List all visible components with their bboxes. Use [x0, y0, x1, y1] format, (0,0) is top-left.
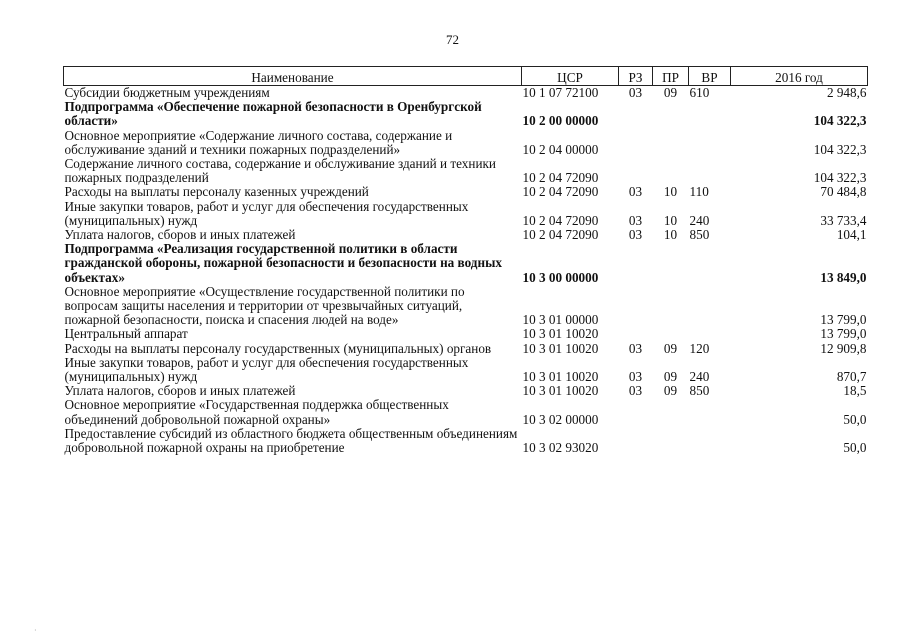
table-row	[64, 285, 868, 328]
cell-pr	[653, 327, 689, 341]
table-row	[64, 398, 868, 426]
cell-csr: 10 2 04 72090	[522, 227, 599, 243]
cell-amount: 870,7	[836, 369, 867, 385]
cell-name: Расходы на выплаты персоналу казенных учреждений	[64, 184, 369, 200]
cell-name: Расходы на выплаты персоналу государственных (муниципальных) органов	[64, 340, 492, 356]
cell-rz	[619, 398, 653, 426]
header-vr: ВР	[689, 67, 731, 86]
cell-csr: 10 3 02 00000	[522, 411, 599, 427]
cell-name: Центральный аппарат	[64, 326, 188, 342]
cell-csr: 10 1 07 72100	[522, 85, 599, 100]
cell-amount: 12 909,8	[820, 340, 867, 356]
table-row	[64, 356, 868, 384]
table-row	[64, 129, 868, 157]
cell-pr	[653, 285, 689, 328]
cell-rz: 03	[628, 184, 643, 200]
table-row	[64, 242, 868, 285]
cell-pr: 10	[663, 227, 678, 243]
cell-rz: 03	[628, 383, 643, 399]
cell-vr	[689, 427, 731, 455]
cell-rz	[619, 157, 653, 185]
cell-rz	[619, 327, 653, 341]
table-row	[64, 342, 868, 356]
cell-vr	[689, 129, 731, 157]
cell-name: Иные закупки товаров, работ и услуг для обеспечения государственных (муниципальных) нужд	[64, 198, 469, 228]
cell-rz	[619, 285, 653, 328]
cell-name: Субсидии бюджетным учреждениям	[64, 85, 270, 100]
cell-name: Подпрограмма «Реализация государственной политики в области гражданской обороны, пожарной безопасности и безопасности на водных объектах»	[64, 241, 502, 285]
cell-rz	[619, 100, 653, 128]
cell-pr: 10	[663, 212, 678, 228]
cell-rz	[619, 242, 653, 285]
budget-table	[63, 66, 868, 455]
header-name: Наименование	[64, 67, 522, 86]
cell-amount: 18,5	[843, 383, 867, 399]
cell-vr: 110	[689, 184, 709, 200]
cell-name: Содержание личного состава, содержание и обслуживание зданий и техники пожарных подразделений	[64, 156, 496, 186]
cell-csr: 10 2 00 00000	[522, 113, 599, 129]
table-header-row	[64, 67, 868, 86]
cell-rz	[619, 129, 653, 157]
cell-csr: 10 3 01 10020	[522, 340, 599, 356]
cell-amount: 2 948,6	[826, 85, 867, 100]
table-row	[64, 200, 868, 228]
cell-amount: 33 733,4	[820, 212, 867, 228]
cell-name: Иные закупки товаров, работ и услуг для обеспечения государственных (муниципальных) нужд	[64, 354, 469, 385]
cell-vr: 120	[689, 340, 710, 356]
table-row	[64, 100, 868, 128]
cell-vr: 610	[689, 85, 710, 100]
cell-amount: 13 849,0	[820, 269, 867, 285]
cell-rz: 03	[628, 212, 643, 228]
cell-pr: 09	[663, 340, 678, 356]
cell-vr: 240	[689, 369, 710, 385]
table-row	[64, 384, 868, 398]
cell-name: Уплата налогов, сборов и иных платежей	[64, 383, 296, 399]
cell-csr: 10 2 04 72090	[522, 184, 599, 200]
table-row	[64, 228, 868, 242]
cell-pr	[653, 129, 689, 157]
cell-amount: 50,0	[843, 411, 867, 427]
cell-amount: 104,1	[836, 227, 867, 243]
header-rz: РЗ	[619, 67, 653, 86]
cell-amount: 104 322,3	[813, 113, 867, 129]
cell-csr: 10 2 04 00000	[522, 141, 599, 157]
cell-amount: 104 322,3	[813, 170, 867, 186]
cell-vr	[689, 100, 731, 128]
cell-csr: 10 3 00 00000	[522, 269, 599, 285]
cell-pr	[653, 242, 689, 285]
cell-pr	[653, 398, 689, 426]
cell-pr	[653, 157, 689, 185]
cell-vr	[689, 285, 731, 328]
cell-amount: 70 484,8	[820, 184, 867, 200]
cell-vr: 850	[689, 383, 710, 399]
table-row	[64, 327, 868, 341]
cell-pr: 09	[663, 383, 678, 399]
table-row	[64, 86, 868, 101]
cell-pr	[653, 427, 689, 455]
cell-amount: 13 799,0	[820, 312, 867, 328]
cell-pr: 10	[663, 184, 678, 200]
cell-csr: 10 2 04 72090	[522, 170, 599, 186]
header-csr: ЦСР	[522, 67, 619, 86]
cell-vr	[689, 327, 731, 341]
cell-vr: 850	[689, 227, 710, 243]
cell-name: Уплата налогов, сборов и иных платежей	[64, 227, 296, 243]
cell-name: Основное мероприятие «Государственная поддержка общественных объединений добровольной пожарной охраны»	[64, 397, 449, 427]
cell-name: Предоставление субсидий из областного бюджета общественным объединениям добровольной пожарной охраны на приобретение	[64, 425, 518, 456]
table-row	[64, 185, 868, 199]
cell-vr: 240	[689, 212, 710, 228]
cell-rz: 03	[628, 227, 643, 243]
cell-vr	[689, 242, 731, 285]
cell-csr: 10 3 01 10020	[522, 326, 599, 342]
cell-csr: 10 3 02 93020	[522, 440, 599, 456]
cell-name: Подпрограмма «Обеспечение пожарной безопасности в Оренбургской области»	[64, 99, 482, 129]
cell-csr: 10 2 04 72090	[522, 212, 599, 228]
cell-pr	[653, 100, 689, 128]
cell-name: Основное мероприятие «Содержание личного состава, содержание и обслуживание зданий и техники пожарных подразделений»	[64, 127, 453, 157]
cell-rz	[619, 427, 653, 455]
page-number: 72	[446, 32, 459, 47]
cell-rz: 03	[628, 85, 643, 100]
cell-rz: 03	[628, 369, 643, 385]
cell-amount: 50,0	[843, 440, 867, 456]
cell-csr: 10 3 01 00000	[522, 312, 599, 328]
cell-amount: 104 322,3	[813, 141, 867, 157]
cell-name: Основное мероприятие «Осуществление государственной политики по вопросам защиты населения и территории от чрезвычайных ситуаций, пожарной безопасности, поиска и спасения людей на воде»	[64, 283, 465, 328]
header-amount: 2016 год	[731, 67, 868, 86]
cell-rz: 03	[628, 340, 643, 356]
cell-csr: 10 3 01 10020	[522, 383, 599, 399]
cell-csr: 10 3 01 10020	[522, 369, 599, 385]
table-row	[64, 157, 868, 185]
table-row	[64, 427, 868, 455]
cell-pr: 09	[663, 369, 678, 385]
cell-pr: 09	[663, 85, 678, 100]
header-pr: ПР	[653, 67, 689, 86]
cell-amount: 13 799,0	[820, 326, 867, 342]
scan-mark: ·	[34, 626, 37, 635]
cell-vr	[689, 398, 731, 426]
cell-vr	[689, 157, 731, 185]
